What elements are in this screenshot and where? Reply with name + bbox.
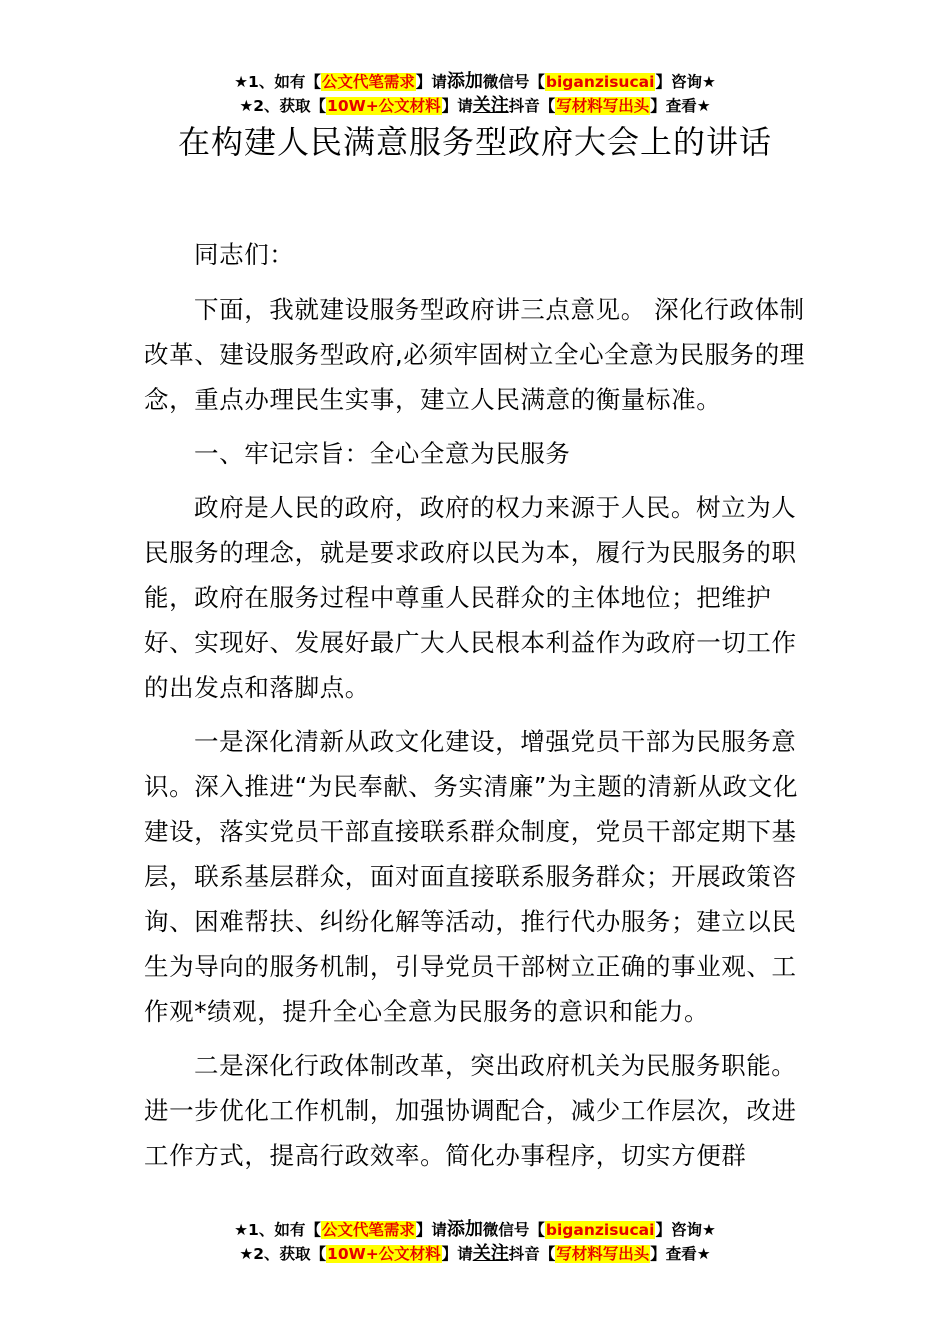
promo-line-1: ★1、如有【公文代笔需求】请添加微信号【biganzisucai】咨询★ [234, 71, 716, 92]
promo-highlight-douyin: 写材料写出头 [556, 1245, 650, 1263]
salutation: 同志们： [194, 240, 295, 269]
document-body [144, 232, 816, 1187]
promo-highlight-materials: 10W+公文材料 [327, 97, 441, 115]
promo-highlight-douyin: 写材料写出头 [556, 97, 650, 115]
section-heading: 一、牢记宗旨：全心全意为民服务 [194, 439, 571, 468]
promo-highlight-service: 公文代笔需求 [321, 1221, 415, 1239]
footer-promo-banner [0, 1218, 950, 1266]
body-paragraph: 政府是人民的政府，政府的权力来源于人民。树立为人民服务的理念，就是要求政府以民为本，履行为民服务的职能，政府在服务过程中尊重人民群众的主体地位；把维护好、实现好、发展好最广大人民根本利益作为政府一切工作的出发点和落脚点。 [144, 493, 797, 702]
promo-highlight-materials: 10W+公文材料 [327, 1245, 441, 1263]
promo-highlight-wechat-id: biganzisucai [545, 73, 655, 91]
header-promo-banner [0, 70, 950, 118]
body-paragraph: 一是深化清新从政文化建设，增强党员干部为民服务意识。深入推进“为民奉献、务实清廉”为主题的清新从政文化建设，落实党员干部直接联系群众制度，党员干部定期下基层，联系基层群众，面对面直接联系服务群众；开展政策咨询、困难帮扶、纠纷化解等活动，推行代办服务；建立以民生为导向的服务机制，引导党员干部树立正确的事业观、工作观*绩观，提升全心全意为民服务的意识和能力。 [144, 727, 799, 1026]
promo-highlight-service: 公文代笔需求 [321, 73, 415, 91]
promo-line-1: ★1、如有【公文代笔需求】请添加微信号【biganzisucai】咨询★ [234, 1219, 716, 1240]
promo-line-2: ★2、获取【10W+公文材料】请关注抖音【写材料写出头】查看★ [239, 95, 711, 116]
body-paragraph: 二是深化行政体制改革，突出政府机关为民服务职能。进一步优化工作机制，加强协调配合，减少工作层次，改进工作方式，提高行政效率。简化办事程序，切实方便群 [144, 1051, 797, 1170]
promo-highlight-wechat-id: biganzisucai [545, 1221, 655, 1239]
intro-paragraph: 下面，我就建设服务型政府讲三点意见。 深化行政体制改革、建设服务型政府,必须牢固树立全心全意为民服务的理念，重点办理民生实事，建立人民满意的衡量标准。 [144, 295, 805, 414]
document-title: 在构建人民满意服务型政府大会上的讲话 [177, 123, 772, 161]
promo-line-2: ★2、获取【10W+公文材料】请关注抖音【写材料写出头】查看★ [239, 1243, 711, 1264]
